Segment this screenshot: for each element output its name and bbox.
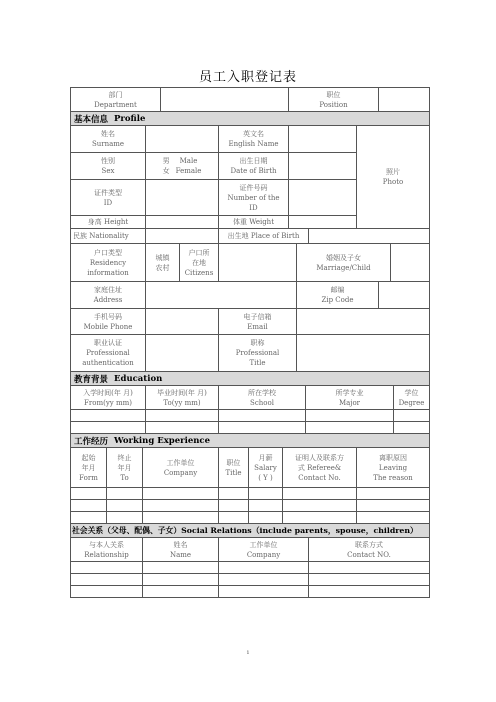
education-header: [70, 385, 430, 409]
id-number-label: 证件号码 Number of the ID: [218, 179, 288, 215]
table-row: [70, 561, 430, 573]
mobile-field[interactable]: [145, 308, 218, 334]
photo-label-cn: 照片: [386, 168, 400, 176]
social-contact-header: 联系方式 Contact NO.: [308, 537, 430, 561]
position-label: 职位 Position: [288, 87, 378, 111]
residency-options[interactable]: [145, 243, 179, 281]
dob-field[interactable]: [288, 152, 356, 179]
social-relationship-header: 与本人关系 Relationship: [70, 537, 142, 561]
birthplace-field[interactable]: [308, 228, 430, 243]
surname-label: 姓名 Surname: [70, 125, 145, 152]
english-name-field[interactable]: [288, 125, 356, 152]
english-name-label: 英文名 English Name: [218, 125, 288, 152]
work-header: [70, 447, 430, 487]
social-name-header: 姓名 Name: [142, 537, 218, 561]
professional-cert-field[interactable]: [145, 334, 218, 371]
town-option[interactable]: 城镇: [155, 253, 170, 262]
citizen-location-label: 户口所 在地 Citizens: [179, 243, 218, 281]
residency-label: 户口类型 Residency information: [70, 243, 145, 281]
edu-degree-header: 学位 Degree: [393, 385, 430, 409]
professional-title-field[interactable]: [296, 334, 430, 371]
height-field[interactable]: [145, 215, 218, 228]
sex-label: 性别 Sex: [70, 152, 145, 179]
section-title-cn: 工作经历: [74, 436, 109, 447]
email-field[interactable]: [296, 308, 430, 334]
department-label: 部门 Department: [70, 87, 160, 111]
citizen-location-field[interactable]: [218, 243, 296, 281]
mobile-label: 手机号码 Mobile Phone: [70, 308, 145, 334]
section-title-cn: 教育背景: [74, 374, 109, 385]
basic-info-block: [70, 125, 430, 253]
mobile-row: [70, 308, 430, 334]
section-work: [70, 433, 430, 447]
edu-school-header: 所在学校 School: [218, 385, 305, 409]
work-start-header: 起始 年月 Form: [70, 447, 106, 487]
work-end-header: 终止 年月 To: [106, 447, 142, 487]
work-referee-header: 证明人及联系方 式 Referee& Contact No.: [282, 447, 356, 487]
female-option-en[interactable]: Female: [175, 167, 202, 175]
email-label: 电子信箱 Email: [218, 308, 296, 334]
id-type-field[interactable]: [145, 179, 218, 215]
address-label: 家庭住址 Address: [70, 281, 145, 308]
marriage-field[interactable]: [390, 243, 430, 281]
photo-box[interactable]: [356, 125, 430, 228]
professional-title-label: 职称 Professional Title: [218, 334, 296, 371]
nationality-field[interactable]: [145, 228, 218, 243]
height-label: 身高 Height: [70, 215, 145, 228]
work-title-header: 职位 Title: [218, 447, 248, 487]
table-row: [70, 511, 430, 523]
nationality-label: 民族 Nationality: [70, 228, 145, 243]
zip-field[interactable]: [378, 281, 430, 308]
section-social-relations: [70, 523, 430, 537]
professional-cert-label: 职业认证 Professional authentication: [70, 334, 145, 371]
table-row: [70, 421, 430, 433]
work-company-header: 工作单位 Company: [142, 447, 218, 487]
work-leaving-header: 离职原因 Leaving The reason: [356, 447, 430, 487]
table-row: [70, 487, 430, 499]
birthplace-label: 出生地 Place of Birth: [218, 228, 308, 243]
position-field[interactable]: [378, 87, 430, 111]
male-option-en[interactable]: Male: [179, 157, 198, 165]
form-title: 员工入职登记表: [198, 70, 297, 85]
table-row: [70, 573, 430, 585]
weight-field[interactable]: [288, 215, 356, 228]
id-type-label: 证件类型 ID: [70, 179, 145, 215]
department-field[interactable]: [160, 87, 288, 111]
section-title: 社会关系（父母、配偶、子女）Social Relations（include parents，spouse，children）: [72, 526, 418, 535]
table-row: [70, 585, 430, 597]
photo-label-en: Photo: [382, 178, 404, 186]
edu-major-header: 所学专业 Major: [305, 385, 393, 409]
professional-row: [70, 334, 430, 371]
table-row: [70, 499, 430, 511]
section-title-en: Working Experience: [114, 435, 210, 446]
rural-option[interactable]: 农村: [155, 263, 170, 272]
id-number-field[interactable]: [288, 179, 356, 215]
registration-form: [70, 87, 430, 597]
zip-label: 邮编 Zip Code: [296, 281, 378, 308]
section-title-en: Education: [114, 373, 163, 384]
weight-label: 体重 Weight: [218, 215, 288, 228]
section-title-cn: 基本信息: [74, 114, 109, 125]
department-row: [70, 87, 430, 111]
edu-to-header: 毕业时间(年 月) To(yy mm): [145, 385, 218, 409]
edu-from-header: 入学时间(年 月) From(yy mm): [70, 385, 145, 409]
section-basic-info: [70, 111, 430, 125]
surname-field[interactable]: [145, 125, 218, 152]
section-education: [70, 371, 430, 385]
female-option-cn[interactable]: 女: [162, 167, 170, 175]
table-row: [70, 409, 430, 421]
address-field[interactable]: [145, 281, 296, 308]
address-row: [70, 281, 430, 308]
section-title-en: Profile: [114, 113, 146, 124]
sex-options[interactable]: [145, 152, 218, 179]
work-salary-header: 月薪 Salary ( Y ): [248, 447, 282, 487]
social-header: [70, 537, 430, 561]
marriage-label: 婚姻及子女 Marriage/Child: [296, 243, 390, 281]
residency-row: [70, 243, 430, 281]
social-company-header: 工作单位 Company: [218, 537, 308, 561]
page-number: 1: [246, 650, 250, 656]
male-option-cn[interactable]: 男: [162, 157, 170, 165]
dob-label: 出生日期 Date of Birth: [218, 152, 288, 179]
